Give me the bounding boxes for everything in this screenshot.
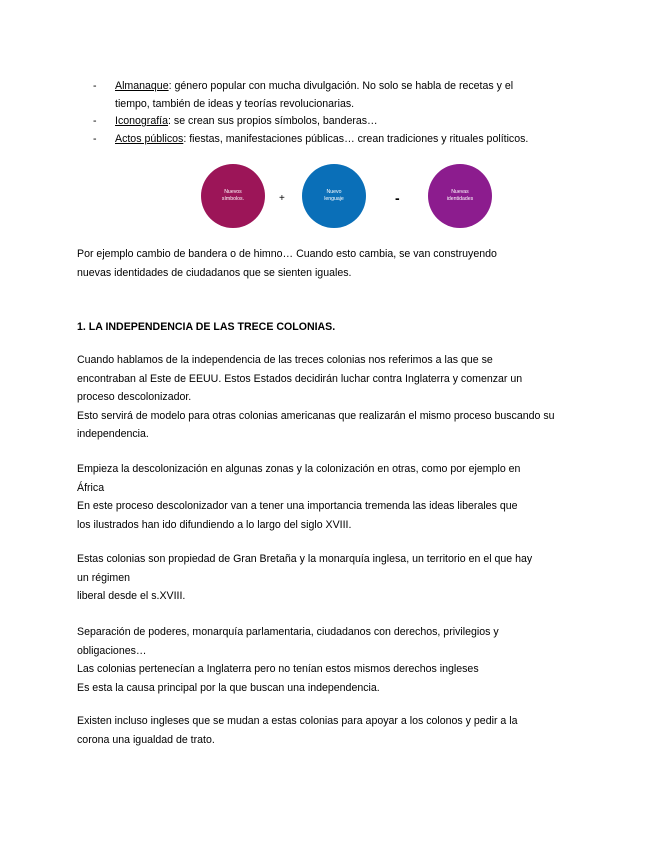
text-line: Por ejemplo cambio de bandera o de himno… Cuando esto cambia, se van construyendo — [77, 248, 497, 260]
bullet-dash: - — [93, 115, 97, 127]
circle-nuevos-simbolos — [201, 164, 265, 228]
text-line: Estas colonias son propiedad de Gran Bretaña y la monarquía inglesa, un territorio en el que hay — [77, 553, 533, 565]
bullet-term: Iconografía — [115, 115, 169, 127]
circle-nuevas-identidades — [428, 164, 492, 228]
circle-label: Nuevo — [326, 189, 342, 195]
text-line: Separación de poderes, monarquía parlamentaria, ciudadanos con derechos, privilegios y — [77, 626, 499, 638]
text-line: los ilustrados han ido difundiendo a lo largo del siglo XVIII. — [77, 518, 352, 531]
circle-label: identidades — [446, 196, 474, 202]
text-line: liberal desde el s.XVIII. — [77, 590, 186, 603]
text-line: Esto servirá de modelo para otras colonias americanas que realizarán el mismo proceso buscando su — [77, 409, 555, 422]
paragraph-separacion-poderes — [77, 623, 617, 697]
text-line: proceso descolonizador. — [77, 391, 192, 404]
text-line: nuevas identidades de ciudadanos que se sienten iguales. — [77, 266, 352, 279]
text-line: Empieza la descolonización en algunas zonas y la colonización en otras, como por ejemplo en — [77, 463, 521, 475]
bullet-term: Actos públicos — [115, 132, 184, 145]
text-line: Las colonias pertenecían a Inglaterra pero no tenían estos mismos derechos ingleses — [77, 663, 479, 676]
circle-label: Nuevos — [224, 189, 242, 195]
bullet-text: : fiestas, manifestaciones públicas… crean tradiciones y rituales políticos. — [183, 132, 529, 145]
paragraph-identidades — [77, 245, 617, 282]
plus-operator: + — [279, 193, 285, 204]
section-heading: 1. LA INDEPENDENCIA DE LAS TRECE COLONIAS. — [77, 321, 336, 333]
text-line: Es esta la causa principal por la que buscan una independencia. — [77, 681, 380, 694]
bullet-term: Almanaque — [115, 80, 169, 92]
minus-operator: - — [395, 190, 400, 206]
circle-nuevo-lenguaje — [302, 164, 366, 228]
paragraph-ingleses — [77, 712, 617, 749]
circle-label: lenguaje — [324, 196, 344, 202]
bullet-text: : género popular con mucha divulgación. No solo se habla de recetas y el — [168, 80, 514, 92]
text-line: Cuando hablamos de la independencia de las treces colonias nos referimos a las que se — [77, 354, 493, 366]
text-line: obligaciones… — [77, 644, 147, 657]
bullet-text: : se crean sus propios símbolos, banderas… — [168, 115, 378, 127]
text-line: encontraban al Este de EEUU. Estos Estados decidirán luchar contra Inglaterra y comenzar un — [77, 372, 523, 385]
text-line: un régimen — [77, 571, 130, 584]
circle-label: Nuevas — [451, 189, 469, 195]
bullet-text-cont: tiempo, también de ideas y teorías revolucionarias. — [115, 97, 355, 110]
text-line: corona una igualdad de trato. — [77, 733, 215, 746]
bullet-dash: - — [93, 132, 97, 145]
text-line: Existen incluso ingleses que se mudan a estas colonias para apoyar a los colonos y pedir a la — [77, 715, 518, 727]
text-line: independencia. — [77, 428, 149, 441]
paragraph-trece-colonias — [77, 351, 617, 444]
paragraph-gran-bretana — [77, 550, 617, 606]
bullet-dash: - — [93, 80, 97, 92]
paragraph-descolonizacion — [77, 460, 617, 534]
text-line: En este proceso descolonizador van a tener una importancia tremenda las ideas liberales que — [77, 500, 518, 513]
circle-label: símbolos. — [221, 196, 245, 202]
text-line: África — [77, 481, 105, 494]
